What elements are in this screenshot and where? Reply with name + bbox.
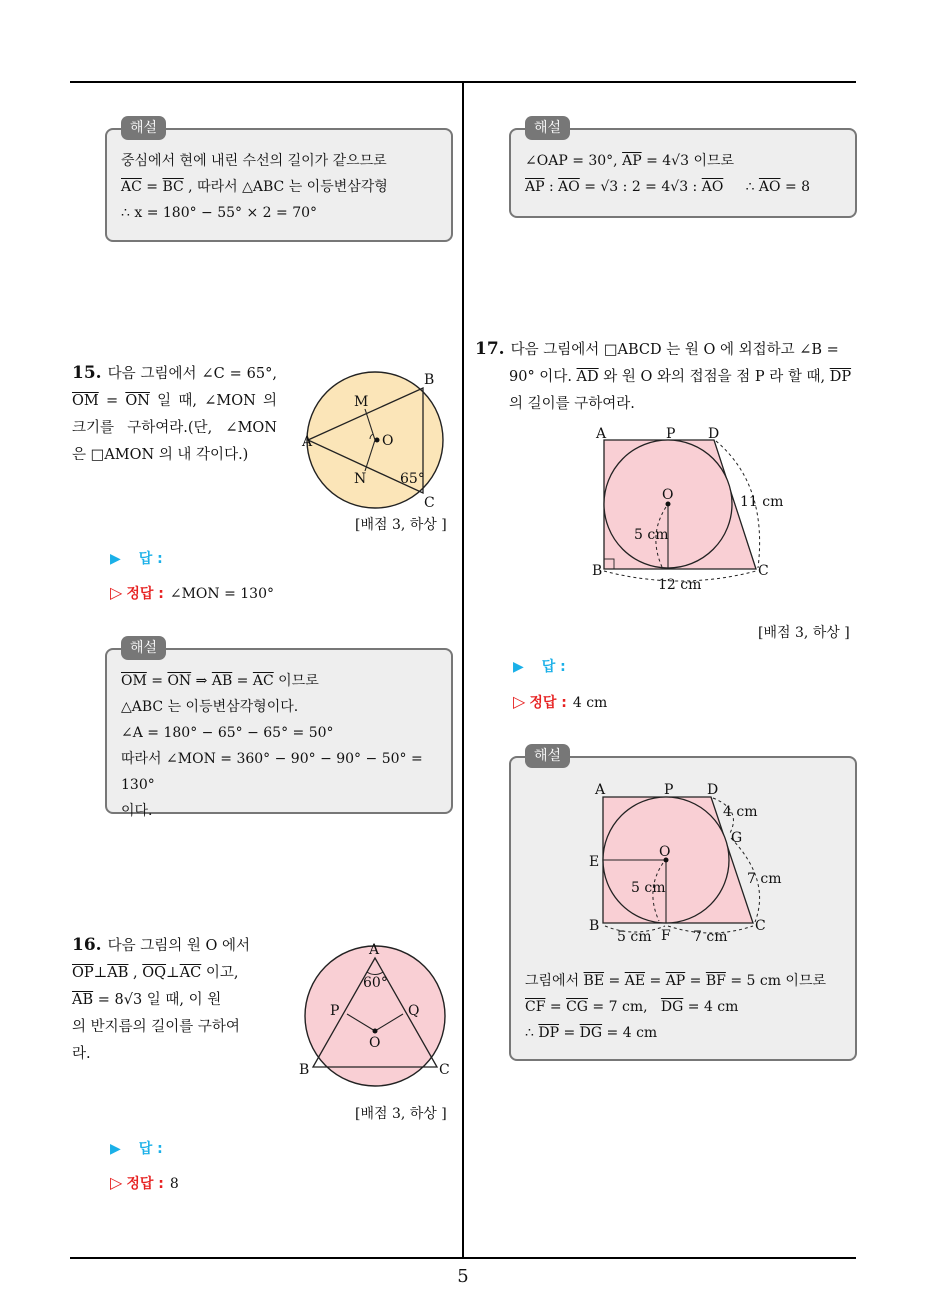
label-Q: Q <box>408 1003 420 1019</box>
figure-sol17-trapezoid <box>581 780 781 950</box>
correct-row-q16 <box>110 1173 179 1193</box>
label-C: C <box>439 1062 450 1078</box>
correct-label: 정답 : <box>126 1176 164 1192</box>
question-number: 17. <box>475 339 505 359</box>
question-17-text: 17. 다음 그림에서 □ABCD 는 원 O 에 외접하고 ∠B = 90° 이다. $\overline{AD}$ 와 원 O 와의 접점을 점 P 라 할 때, $\overline{DP}$ 의 길이를 구하여라. <box>475 339 852 412</box>
correct-value: 4 cm <box>572 695 608 711</box>
correct-row-q17 <box>513 692 607 712</box>
column-divider <box>462 83 464 1259</box>
answer-arrow-icon: ▶ <box>110 551 121 567</box>
label-dg: 4 cm <box>723 804 758 820</box>
label-angle: 65° <box>400 471 425 487</box>
question-number: 15. <box>72 363 102 383</box>
solution-line: $\overline{AC} = \overline{BC}$ , 따라서 △ABC 는 이등변삼각형 <box>121 179 388 195</box>
answer-arrow-icon: ▶ <box>110 1141 121 1157</box>
label-B: B <box>589 918 600 934</box>
solution-line: 이다. <box>121 803 153 819</box>
correct-label: 정답 : <box>529 695 567 711</box>
solution-box-17 <box>509 748 857 1061</box>
solution-tag: 해설 <box>525 116 570 140</box>
figure-q16-circle <box>295 940 460 1080</box>
solution-tag: 해설 <box>121 116 166 140</box>
label-P: P <box>666 426 676 442</box>
label-A: A <box>302 434 313 450</box>
score-q15: [배점 3, 하상 ] <box>355 517 447 533</box>
question-number: 16. <box>72 935 102 955</box>
answer-label: 답 : <box>138 1141 163 1157</box>
label-C: C <box>755 918 766 934</box>
bottom-rule <box>70 1257 856 1259</box>
solution-tag: 해설 <box>121 636 166 660</box>
solution-line: $\overline{AP}$ : $\overline{AO} = √3$ : 2 = 4√3 : $\overline{AO}$ ∴ $\overline{AO} = 8$ <box>525 179 811 195</box>
label-M: M <box>354 394 369 410</box>
label-B: B <box>592 563 603 579</box>
correct-arrow-icon: ▷ <box>110 583 123 602</box>
label-O: O <box>662 487 674 503</box>
solution-line: ∠OAP = 30°, $\overline{AP} = 4√3$ 이므로 <box>525 153 735 169</box>
label-P: P <box>664 782 674 798</box>
label-radius: 5 cm <box>631 880 666 896</box>
label-C: C <box>758 563 769 579</box>
label-gc: 7 cm <box>747 871 782 887</box>
solution-box-16 <box>509 120 857 218</box>
label-F: F <box>661 928 671 944</box>
solution-line: 중심에서 현에 내린 수선의 길이가 같으므로 <box>121 153 387 169</box>
solution-tag: 해설 <box>525 744 570 768</box>
solution-line: 그림에서 $\overline{BE} = \overline{AE} = \overline{AP} = \overline{BF} = 5$ cm 이므로 <box>525 973 827 989</box>
label-O: O <box>369 1035 381 1051</box>
label-A: A <box>596 426 607 442</box>
label-O: O <box>382 433 394 449</box>
label-fc: 7 cm <box>693 929 728 945</box>
score-q16: [배점 3, 하상 ] <box>355 1106 447 1122</box>
solution-line: ∴ $\overline{DP} = \overline{DG} = 4$ cm <box>525 1025 658 1041</box>
label-bf: 5 cm <box>617 929 652 945</box>
label-B: B <box>299 1062 310 1078</box>
label-D: D <box>708 426 720 442</box>
label-P: P <box>330 1003 340 1019</box>
solution-line: △ABC 는 이등변삼각형이다. <box>121 699 299 715</box>
solution-line: $\overline{OM} = \overline{ON}$ ⇒ $\overline{AB} = \overline{AC}$ 이므로 <box>121 673 319 689</box>
correct-arrow-icon: ▷ <box>110 1173 123 1192</box>
label-D: D <box>707 782 719 798</box>
label-G: G <box>731 830 743 846</box>
label-C: C <box>424 495 435 511</box>
solution-line: ∠A = 180° − 65° − 65° = 50° <box>121 725 334 741</box>
label-O: O <box>659 844 671 860</box>
answer-row-q16 <box>110 1138 163 1158</box>
label-radius: 5 cm <box>634 527 669 543</box>
correct-arrow-icon: ▷ <box>513 692 526 711</box>
correct-value: 8 <box>169 1176 179 1192</box>
answer-arrow-icon: ▶ <box>513 659 524 675</box>
solution-box-14 <box>105 120 453 242</box>
correct-row-q15 <box>110 583 274 603</box>
question-15-text: 15. 다음 그림에서 ∠C = 65°, $\overline{OM} = \overline{ON}$ 일 때, ∠MON 의 크기를 구하여라.(단, ∠MON 은 □AMON 의 내 각이다.) <box>72 363 277 463</box>
figure-q15-circle <box>290 365 460 515</box>
solution-line: 따라서 ∠MON = 360° − 90° − 90° − 50° = 130° <box>121 751 423 793</box>
label-N: N <box>354 471 367 487</box>
label-A: A <box>369 942 380 958</box>
correct-value: ∠MON = 130° <box>169 586 274 602</box>
page-number: 5 <box>457 1266 469 1287</box>
solution-text-17 <box>525 968 845 1046</box>
figure-q17-trapezoid <box>588 425 788 595</box>
label-B: B <box>424 372 435 388</box>
solution-line: $\overline{CF} = \overline{CG} = 7$ cm, $\overline{DG} = 4$ cm <box>525 999 739 1015</box>
label-cd: 11 cm <box>740 494 784 510</box>
answer-label: 답 : <box>541 659 566 675</box>
label-A: A <box>595 782 606 798</box>
correct-label: 정답 : <box>126 586 164 602</box>
label-bc: 12 cm <box>658 577 702 593</box>
solution-line: ∴ x = 180° − 55° × 2 = 70° <box>121 205 318 221</box>
answer-label: 답 : <box>138 551 163 567</box>
question-16-text: 16. 다음 그림의 원 O 에서 $\overline{OP}\perp\overline{AB}$ , $\overline{OQ}\perp\overline{AC}$ 이고, $\overline{AB} = 8√3$ 일 때, 이 원 의 반지름의 길이를 구하여 라. <box>72 935 250 1062</box>
label-E: E <box>589 854 600 870</box>
answer-row-q15 <box>110 548 163 568</box>
label-angle: 60° <box>363 975 388 991</box>
answer-row-q17 <box>513 656 566 676</box>
solution-box-15 <box>105 640 453 819</box>
score-q17: [배점 3, 하상 ] <box>758 625 850 641</box>
